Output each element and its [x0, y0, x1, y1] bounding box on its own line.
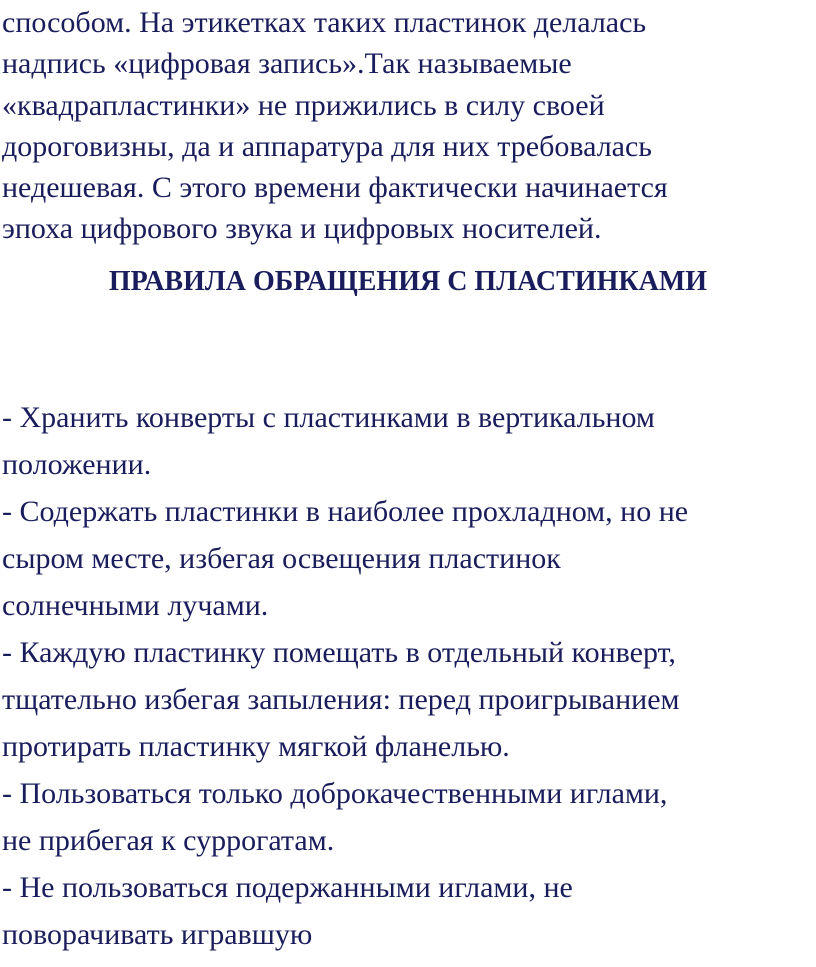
rules-line: тщательно избегая запыления: перед проигрыванием: [2, 683, 680, 716]
intro-line: «квадрапластинки» не прижились в силу своей: [2, 88, 605, 122]
intro-line: недешевая. С этого времени фактически начинается: [2, 171, 668, 205]
rules-line: поворачивать игравшую: [2, 918, 313, 951]
rules-line: - Каждую пластинку помещать в отдельный конверт,: [2, 636, 676, 669]
rules-line: - Хранить конверты с пластинками в вертикальном: [2, 401, 655, 434]
rules-line: солнечными лучами.: [2, 589, 269, 622]
rules-line: протирать пластинку мягкой фланелью.: [2, 730, 510, 763]
rules-list: [2, 394, 814, 958]
section-heading: ПРАВИЛА ОБРАЩЕНИЯ С ПЛАСТИНКАМИ: [108, 266, 708, 297]
intro-line: способом. На этикетках таких пластинок делалась: [2, 6, 647, 39]
rules-line: - Содержать пластинки в наиболее прохладном, но не: [2, 495, 689, 528]
intro-line: дороговизны, да и аппаратура для них требовалась: [2, 129, 652, 163]
rules-line: сыром месте, избегая освещения пластинок: [2, 542, 561, 575]
intro-paragraph: [2, 2, 814, 250]
rules-line: положении.: [2, 448, 152, 481]
intro-line: эпоха цифрового звука и цифровых носителей.: [2, 212, 602, 246]
rules-line: - Не пользоваться подержанными иглами, не: [2, 871, 573, 904]
intro-line: надпись «цифровая запись».Так называемые: [2, 47, 572, 81]
rules-line: не прибегая к суррогатам.: [2, 824, 335, 857]
rules-line: - Пользоваться только доброкачественными иглами,: [2, 777, 668, 810]
